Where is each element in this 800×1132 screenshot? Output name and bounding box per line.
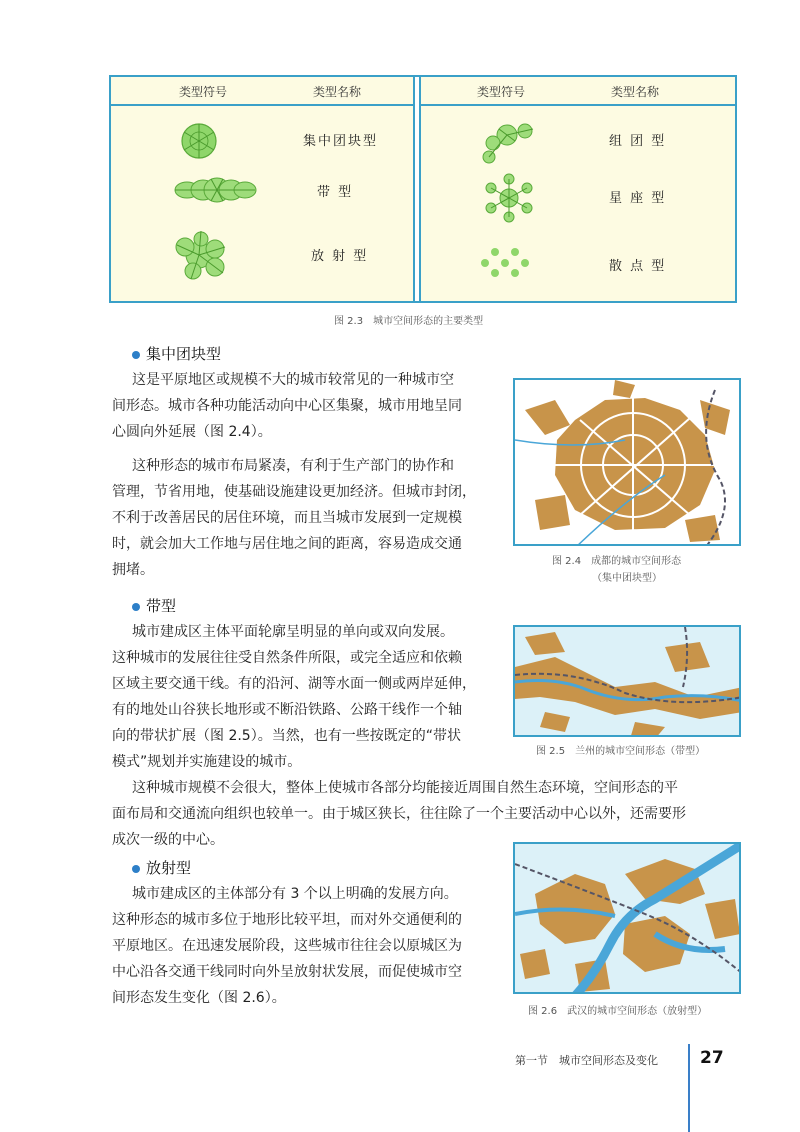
section-title-radial [132, 857, 191, 878]
text-line: 这种形态的城市布局紧凑，有利于生产部门的协作和 [132, 458, 454, 474]
text-line: 不利于改善居民的居住环境，而且当城市发展到一定规模 [112, 510, 462, 526]
section-title-compact [132, 343, 221, 364]
header-symbol-left: 类型符号 [179, 85, 228, 99]
text-line: 管理，节省用地，使基础设施建设更加经济。但城市封闭， [112, 484, 476, 500]
type-strip: 带 型 [317, 185, 354, 200]
text-line: 城市建成区的主体部分有 3 个以上明确的发展方向。 [132, 886, 458, 902]
text-line: 成次一级的中心。 [112, 832, 224, 848]
bullet-icon [132, 351, 140, 359]
lanzhou-map [513, 625, 741, 737]
text-line: 平原地区。在迅速发展阶段，这些城市往往会以原城区为 [112, 938, 462, 954]
text-line: 向的带状扩展（图 2.5）。当然，也有一些按既定的“带状 [112, 728, 461, 744]
fig-2-4-caption-line-2: （集中团块型） [592, 573, 662, 584]
scattered-symbol-icon [481, 247, 537, 277]
section-title-text: 带型 [146, 597, 177, 615]
chengdu-map [513, 378, 741, 546]
s1-paragraph-2 [112, 453, 508, 583]
cluster-symbol-icon [479, 117, 539, 165]
header-name-right: 类型名称 [611, 85, 660, 99]
fig-2-5-caption: 图 2.5 兰州的城市空间形态（带型） [536, 746, 706, 757]
header-symbol-right: 类型符号 [477, 85, 526, 99]
type-cluster: 组 团 型 [609, 134, 667, 149]
text-line: 心圆向外延展（图 2.4）。 [112, 424, 272, 440]
bullet-icon [132, 865, 140, 873]
chengdu-map-graphic [515, 380, 741, 546]
wuhan-map-graphic [515, 844, 741, 994]
footer-divider [688, 1044, 690, 1132]
type-compact: 集中团块型 [303, 134, 379, 149]
section-title-text: 放射型 [146, 859, 192, 877]
lanzhou-map-graphic [515, 627, 741, 737]
type-radial: 放 射 型 [311, 249, 369, 264]
fig-2-6-caption: 图 2.6 武汉的城市空间形态（放射型） [528, 1006, 708, 1017]
types-table [109, 75, 737, 303]
text-line: 这是平原地区或规模不大的城市较常见的一种城市空 [132, 372, 454, 388]
strip-symbol-icon [173, 175, 257, 205]
constellation-symbol-icon [481, 173, 537, 223]
footer-section-title: 第一节 城市空间形态及变化 [515, 1054, 658, 1067]
text-line: 区域主要交通干线。有的沿河、湖等水面一侧或两岸延伸， [112, 676, 476, 692]
type-constellation: 星 座 型 [609, 191, 667, 206]
text-line: 拥堵。 [112, 562, 154, 578]
type-scattered: 散 点 型 [609, 259, 667, 274]
fig-2-4-caption-line-1: 图 2.4 成都的城市空间形态 [552, 556, 682, 567]
bullet-icon [132, 603, 140, 611]
text-line: 面布局和交通流向组织也较单一。由于城区狭长，往往除了一个主要活动中心以外，还需要形 [112, 806, 686, 822]
s3-paragraph-1 [112, 881, 508, 1011]
s1-paragraph-1 [112, 367, 508, 445]
text-line: 间形态发生变化（图 2.6）。 [112, 990, 286, 1006]
header-name-left: 类型名称 [313, 85, 362, 99]
table-divider [413, 77, 421, 301]
text-line: 时，就会加大工作地与居住地之间的距离，容易造成交通 [112, 536, 462, 552]
s2-paragraph-1 [112, 619, 508, 775]
text-line: 有的地处山谷狭长地形或不断沿铁路、公路干线作一个轴 [112, 702, 462, 718]
text-line: 间形态。城市各种功能活动向中心区集聚，城市用地呈同 [112, 398, 462, 414]
section-title-text: 集中团块型 [146, 345, 222, 363]
text-line: 这种城市的发展往往受自然条件所限，或完全适应和依赖 [112, 650, 462, 666]
fig-2-3-caption: 图 2.3 城市空间形态的主要类型 [334, 316, 484, 327]
section-title-strip [132, 595, 176, 616]
table-header-right [421, 77, 735, 106]
text-line: 这种城市规模不会很大，整体上使城市各部分均能接近周围自然生态环境，空间形态的平 [132, 780, 678, 796]
text-line: 模式”规划并实施建设的城市。 [112, 754, 302, 770]
text-line: 城市建成区主体平面轮廓呈明显的单向或双向发展。 [132, 624, 454, 640]
radial-symbol-icon [171, 227, 231, 283]
table-header-left [111, 77, 413, 106]
page-number: 27 [700, 1048, 724, 1068]
text-line: 这种形态的城市多位于地形比较平坦，而对外交通便利的 [112, 912, 462, 928]
text-line: 中心沿各交通干线同时向外呈放射状发展，而促使城市空 [112, 964, 462, 980]
compact-symbol-icon [179, 121, 219, 161]
wuhan-map [513, 842, 741, 994]
